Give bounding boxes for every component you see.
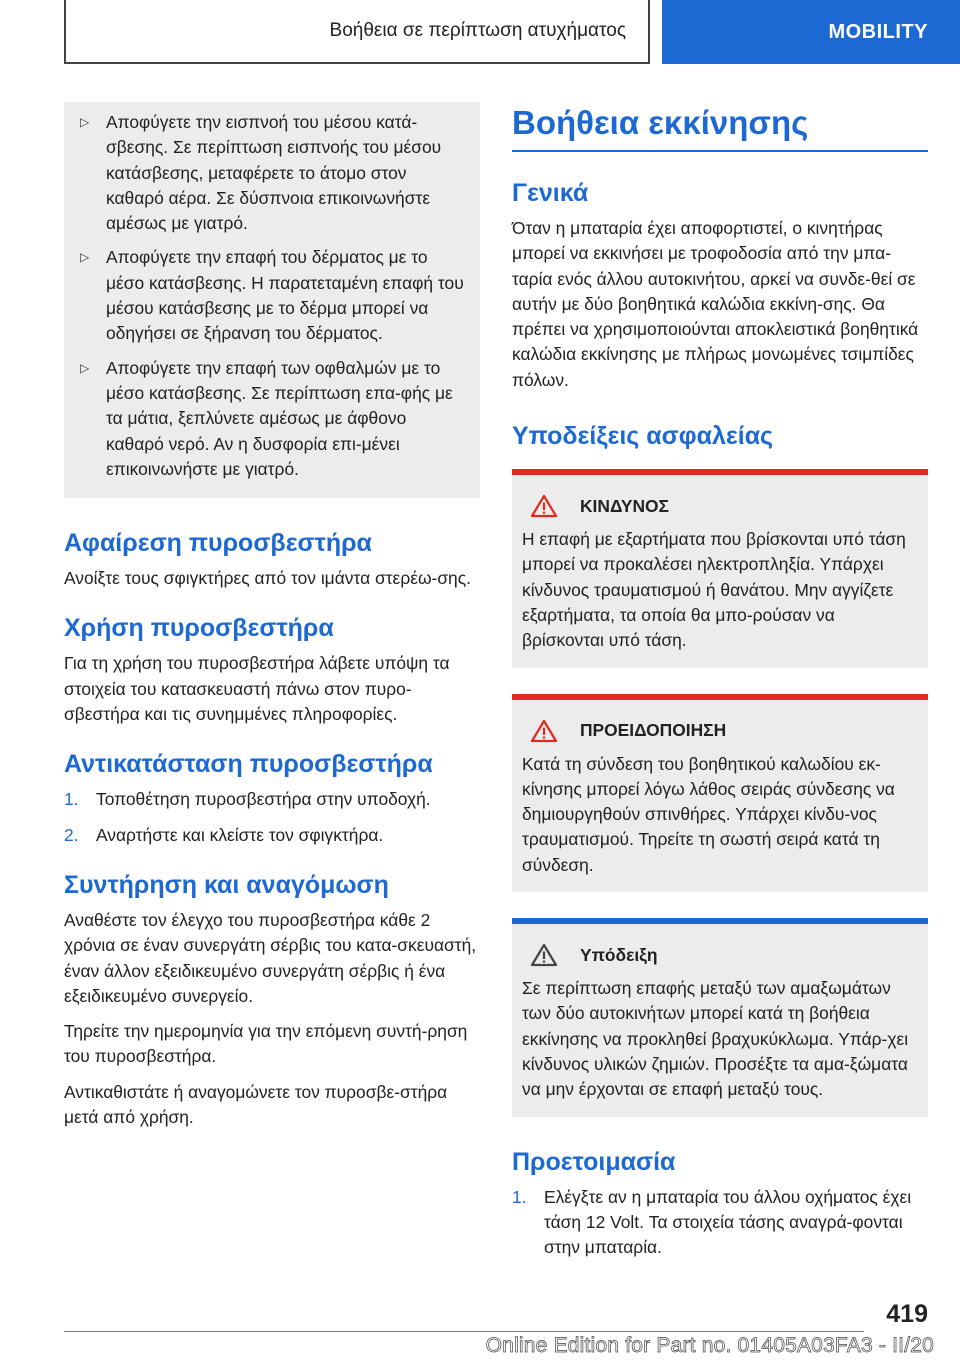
list-item bbox=[78, 356, 468, 482]
triangle-bullet-icon: ▷ bbox=[80, 115, 90, 129]
notice-header bbox=[522, 940, 916, 970]
section-heading: Χρήση πυροσβεστήρα bbox=[64, 614, 334, 643]
warning-triangle-icon bbox=[530, 943, 558, 967]
right-column bbox=[512, 102, 928, 1260]
bullet-text: Αποφύγετε την επαφή των οφθαλμών με το μέσο κατάσβεσης. Σε περίπτωση επα-φής με τα μάτια, ξεπλύνετε αμέσως με άφθονο καθαρό νερό. Αν η δυσφορία επι-μένει επικοινωνήστε με γιατρό. bbox=[106, 357, 453, 479]
notice-text: Σε περίπτωση επαφής μεταξύ των αμαξωμάτων των δύο αυτοκινήτων μπορεί κατά τη βοήθεια εκκίνησης να προκληθεί βραχυκύκλωμα. Υπάρ-χει κίνδυνος υλικών ζημιών. Προσέξτε τα αμα-ξώματα να μην έρχονται σε επαφή μεταξύ τους. bbox=[522, 978, 909, 1100]
danger-box bbox=[512, 469, 928, 667]
danger-header bbox=[522, 491, 916, 521]
step-text: Ελέγξτε αν η μπαταρία του άλλου οχήματος έχει τάση 12 Volt. Τα στοιχεία τάσης αναγρά-φονται στην μπαταρία. bbox=[544, 1186, 912, 1258]
step-text: Αναρτήστε και κλείστε τον σφιγκτήρα. bbox=[96, 824, 384, 845]
danger-title: ΚΙΝΔΥΝΟΣ bbox=[580, 495, 669, 516]
step-item bbox=[512, 1185, 928, 1261]
step-number: 1. bbox=[512, 1186, 527, 1207]
warning-triangle-icon bbox=[530, 719, 558, 743]
page-number: 419 bbox=[886, 1300, 928, 1328]
edition-text: Online Edition for Part no. 01405A03FA3 - II/20 bbox=[485, 1334, 934, 1357]
bullet-text: Αποφύγετε την επαφή του δέρματος με το μέσο κατάσβεσης. Η παρατεταμένη επαφή του μέσου κατάσβεσης με το δέρμα μπορεί να οδηγήσει σε ξήρανση του δέρματος. bbox=[106, 247, 464, 344]
step-item bbox=[64, 787, 480, 812]
step-text: Τοποθέτηση πυροσβεστήρα στην υποδοχή. bbox=[96, 789, 431, 810]
chapter-header bbox=[64, 0, 650, 64]
precautions-box bbox=[64, 102, 480, 498]
bullet-text: Αποφύγετε την εισπνοή του μέσου κατά-σβεσης. Σε περίπτωση εισπνοής του μέσου κατάσβεσης, μεταφέρετε το άτομο στον καθαρό αέρα. Σε δύσπνοια επικοινωνήστε αμέσως με γιατρό. bbox=[106, 112, 442, 234]
list-item bbox=[78, 245, 468, 346]
warning-header bbox=[522, 716, 916, 746]
section-text: Αναθέστε τον έλεγχο του πυροσβεστήρα κάθε 2 χρόνια σε έναν συνεργάτη σέρβις του κατα-σκευαστή, έναν άλλον εξειδικευμένο συνεργάτη σέρβις ή ένα εξειδικευμένο συνεργείο. bbox=[64, 909, 477, 1006]
section-text: Αντικαθιστάτε ή αναγομώνετε τον πυροσβε-στήρα μετά από χρήση. bbox=[64, 1081, 448, 1128]
section-heading: Αφαίρεση πυροσβεστήρα bbox=[64, 529, 372, 558]
danger-text: Η επαφή με εξαρτήματα που βρίσκονται υπό τάση μπορεί να προκαλέσει ηλεκτροπληξία. Υπάρχει κίνδυνος τραυματισμού ή θανάτου. Μην αγγίζετε εξαρτήματα, τα οποία θα μπο-ρούσαν να βρίσκονται υπό τάση. bbox=[522, 529, 906, 651]
section-heading: Γενικά bbox=[512, 179, 589, 207]
section-text: Ανοίξτε τους σφιγκτήρες από τον ιμάντα στερέω-σης. bbox=[64, 568, 471, 589]
notice-title: Υπόδειξη bbox=[580, 944, 658, 965]
list-item bbox=[78, 110, 468, 236]
notice-box bbox=[512, 918, 928, 1116]
section-text: Τηρείτε την ημερομηνία για την επόμενη συντή-ρηση του πυροσβεστήρα. bbox=[64, 1021, 468, 1067]
section-heading: Συντήρηση και αναγόμωση bbox=[64, 870, 389, 899]
warning-triangle-icon bbox=[530, 494, 558, 518]
triangle-bullet-icon: ▷ bbox=[80, 360, 90, 375]
section-text: Για τη χρήση του πυροσβεστήρα λάβετε υπόψη τα στοιχεία του κατασκευαστή πάνω στον πυρο-σβεστήρα και τις συνημμένες πληροφορίες. bbox=[64, 653, 450, 725]
step-number: 2. bbox=[64, 824, 79, 845]
warning-text: Κατά τη σύνδεση του βοηθητικού καλωδίου εκ-κίνησης μπορεί λόγω λάθος σειράς σύνδεσης να δημιουργηθούν σπινθήρες. Υπάρχει κίνδυ-νος τραυματισμού. Τηρείτε τη σωστή σειρά κατά τη σύνδεση. bbox=[522, 753, 895, 875]
step-item bbox=[64, 823, 480, 848]
footer-divider bbox=[64, 1331, 864, 1332]
chapter-title: Βοήθεια σε περίπτωση ατυχήματος bbox=[329, 20, 626, 41]
triangle-bullet-icon: ▷ bbox=[80, 250, 90, 265]
warning-box bbox=[512, 694, 928, 892]
step-number: 1. bbox=[64, 789, 79, 810]
section-heading: Αντικατάσταση πυροσβεστήρα bbox=[64, 750, 433, 779]
section-tab bbox=[662, 0, 960, 64]
section-text: Όταν η μπαταρία έχει αποφορτιστεί, ο κινητήρας μπορεί να εκκινήσει με τροφοδοσία από την μπα-ταρία ενός άλλου αυτοκινήτου, αρκεί να συνδε-θεί σε αυτήν με δύο βοηθητικά καλώδια εκκίνη-σης. Θα πρέπει να χρησιμοποιούνται αποκλειστικά βοηθητικά καλώδια εκκίνησης με πλήρως μονωμένες τσιμπίδες πόλων. bbox=[512, 218, 919, 390]
warning-title: ΠΡΟΕΙΔΟΠΟΙΗΣΗ bbox=[580, 720, 727, 741]
left-column bbox=[64, 102, 480, 1130]
page-title: Βοήθεια εκκίνησης bbox=[512, 102, 928, 152]
section-label: MOBILITY bbox=[828, 20, 928, 43]
section-heading: Προετοιμασία bbox=[512, 1147, 676, 1176]
section-heading: Υποδείξεις ασφαλείας bbox=[512, 422, 774, 451]
